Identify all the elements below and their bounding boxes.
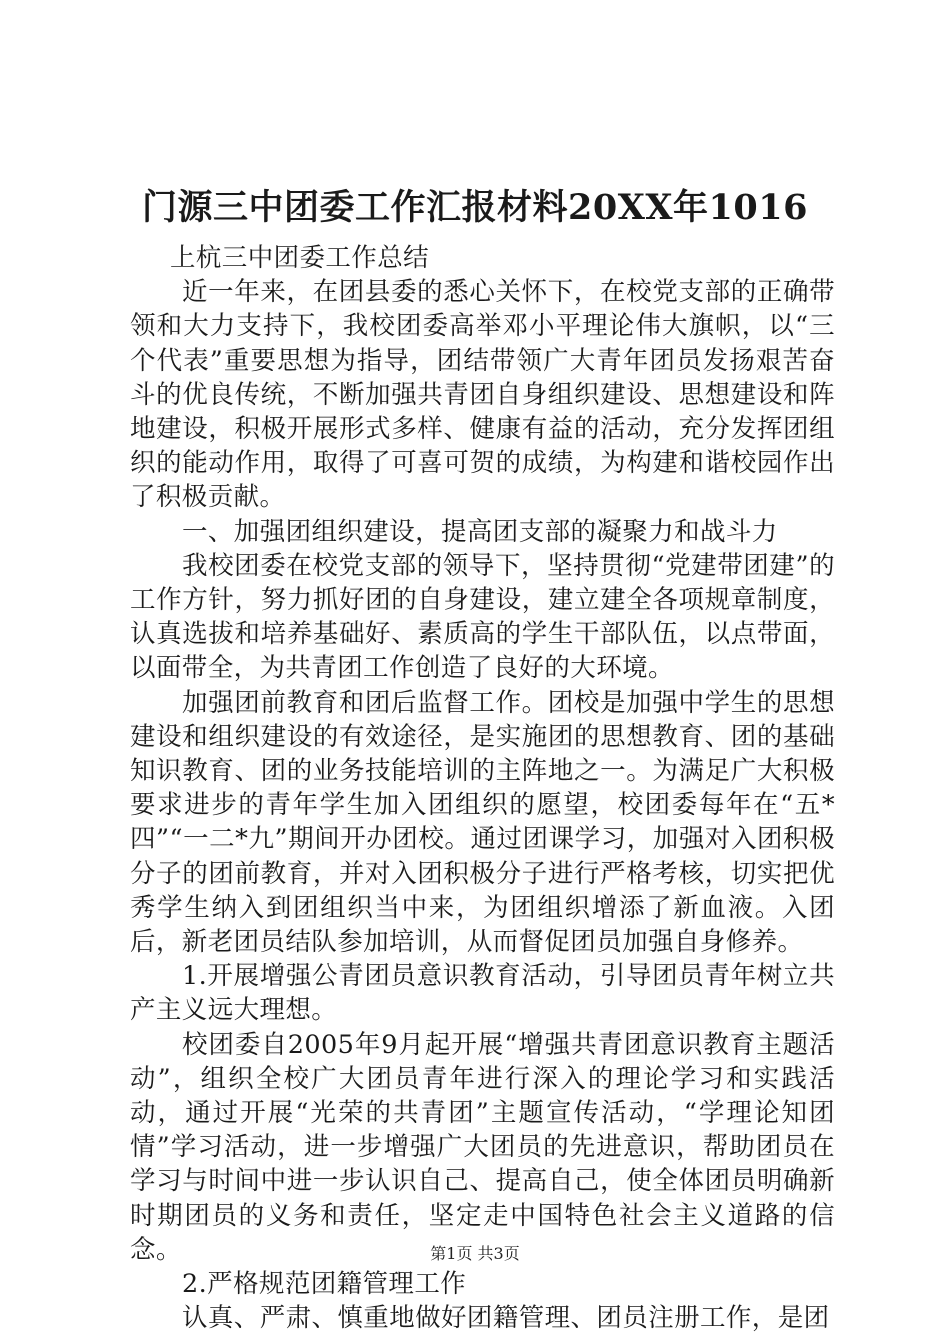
paragraph-subtitle: 上杭三中团委工作总结	[170, 243, 430, 273]
page-number-footer: 第1页 共3页	[430, 1244, 520, 1263]
paragraph-intro: 近一年来，在团县委的悉心关怀下，在校党支部的正确带领和大力支持下，我校团委高举邓小平理论伟大旗帜，以“三个代表”重要思想为指导，团结带领广大青年团员发扬艰苦奋斗的优良传统，不断加强共青团自身组织建设、思想建设和阵地建设，积极开展形式多样、健康有益的活动，充分发挥团组织的能动作用，取得了可喜可贺的成绩，为构建和谐校园作出了积极贡献。	[130, 277, 835, 513]
section-heading-1: 一、加强团组织建设，提高团支部的凝聚力和战斗力	[182, 516, 778, 547]
document-body	[130, 241, 835, 1336]
paragraph: 加强团前教育和团后监督工作。团校是加强中学生的思想建设和组织建设的有效途径，是实施团的思想教育、团的基础知识教育、团的业务技能培训的主阵地之一。为满足广大积极要求进步的青年学生加入团组织的愿望，校团委每年在“五*四”“一二*九”期间开办团校。通过团课学习，加强对入团积极分子的团前教育，并对入团积极分子进行严格考核，切实把优秀学生纳入到团组织当中来，为团组织增添了新血液。入团后，新老团员结队参加培训，从而督促团员加强自身修养。	[130, 687, 835, 958]
paragraph: 校团委自2005年9月起开展“增强共青团意识教育主题活动”，组织全校广大团员青年进行深入的理论学习和实践活动，通过开展“光荣的共青团”主题宣传活动，“学理论知团情”学习活动，进一步增强广大团员的先进意识，帮助团员在学习与时间中进一步认识自己、提高自己，使全体团员明确新时期团员的义务和责任，坚定走中国特色社会主义道路的信念。	[130, 1029, 835, 1265]
paragraph: 认真、严肃、慎重地做好团籍管理、团员注册工作，是团	[182, 1303, 830, 1334]
paragraph: 我校团委在校党支部的领导下，坚持贯彻“党建带团建”的工作方针，努力抓好团的自身建设，建立建全各项规章制度，认真选拔和培养基础好、素质高的学生干部队伍，以点带面，以面带全，为共青团工作创造了良好的大环境。	[130, 550, 835, 684]
document-title: 门源三中团委工作汇报材料20XX年1016	[142, 187, 808, 228]
subsection-heading-1: 1.开展增强公青团员意识教育活动，引导团员青年树立共产主义远大理想。	[130, 961, 835, 1026]
subsection-heading-2: 2.严格规范团籍管理工作	[182, 1269, 467, 1300]
